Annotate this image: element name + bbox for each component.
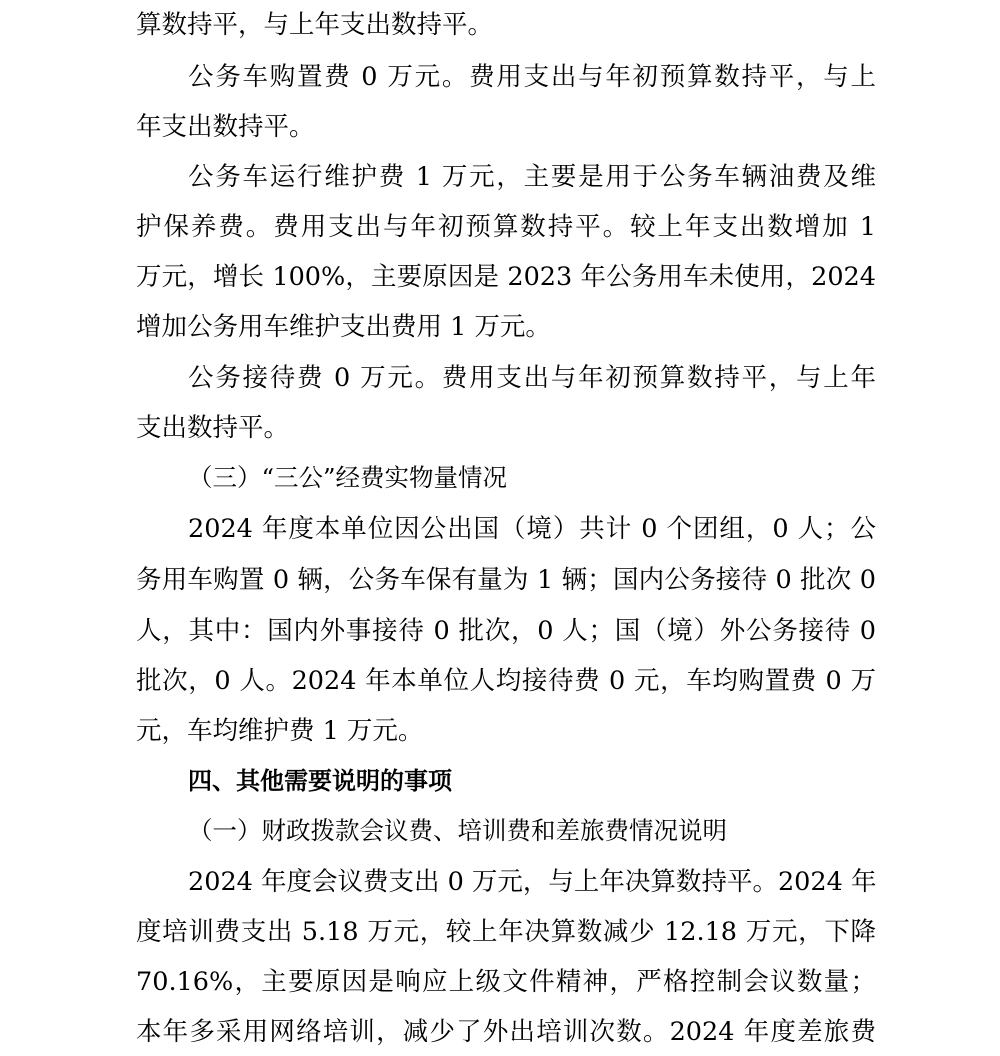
paragraph-line: 本年多采用网络培训，减少了外出培训次数。2024 年度差旅费 [136, 1017, 876, 1047]
paragraph-line: 度培训费支出 5.18 万元，较上年决算数减少 12.18 万元，下降 [136, 917, 876, 947]
paragraph-line: 公务车运行维护费 1 万元，主要是用于公务车辆油费及维 [188, 162, 876, 192]
paragraph-line: 2024 年度会议费支出 0 万元，与上年决算数持平。2024 年 [188, 867, 877, 897]
section-subheading: （三）“三公”经费实物量情况 [188, 463, 508, 492]
paragraph-line: 算数持平，与上年支出数持平。 [136, 10, 494, 40]
section-subheading: （一）财政拨款会议费、培训费和差旅费情况说明 [188, 816, 727, 845]
paragraph-line: 年支出数持平。 [136, 112, 315, 142]
paragraph-line: 公务车购置费 0 万元。费用支出与年初预算数持平，与上 [188, 62, 876, 92]
paragraph-line: 护保养费。费用支出与年初预算数持平。较上年支出数增加 1 [136, 212, 876, 242]
paragraph-line: 万元，增长 100%，主要原因是 2023 年公务用车未使用，2024 [136, 262, 876, 292]
paragraph-line: 增加公务用车维护支出费用 1 万元。 [136, 312, 551, 342]
paragraph-line: 人，其中：国内外事接待 0 批次，0 人；国（境）外公务接待 0 [136, 616, 876, 646]
paragraph-line: 批次，0 人。2024 年本单位人均接待费 0 元，车均购置费 0 万 [136, 666, 876, 696]
section-heading: 四、其他需要说明的事项 [188, 767, 452, 795]
paragraph-line: 70.16%，主要原因是响应上级文件精神，严格控制会议数量； [136, 967, 876, 997]
paragraph-line: 支出数持平。 [136, 413, 290, 443]
paragraph-line: 元，车均维护费 1 万元。 [136, 716, 424, 746]
paragraph-line: 公务接待费 0 万元。费用支出与年初预算数持平，与上年 [188, 363, 876, 393]
paragraph-line: 2024 年度本单位因公出国（境）共计 0 个团组，0 人；公 [188, 514, 876, 544]
paragraph-line: 务用车购置 0 辆，公务车保有量为 1 辆；国内公务接待 0 批次 0 [136, 565, 876, 595]
